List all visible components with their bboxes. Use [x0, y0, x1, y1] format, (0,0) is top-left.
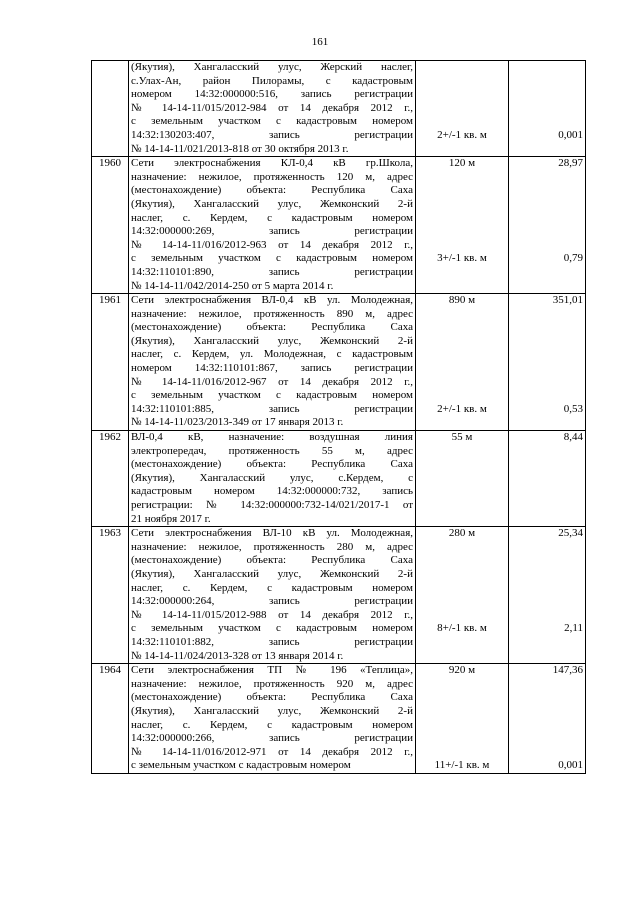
- description-line: с земельным участком с кадастровым номером: [131, 115, 413, 128]
- description-line: (Якутия), Хангаласский улус, Жемконский 2-й: [131, 197, 413, 210]
- quantity-line: [418, 705, 506, 719]
- quantity-line: [418, 389, 506, 403]
- description-line: назначение: нежилое, протяженность 280 м, адрес: [131, 540, 413, 553]
- value-line: [511, 691, 583, 705]
- quantity-line: [418, 650, 506, 664]
- quantity-line: [418, 719, 506, 733]
- description-line: № 14-14-11/023/2013-349 от 17 января 2013 г.: [131, 416, 344, 429]
- description-line: 14:32:000000:266, запись регистрации: [131, 732, 413, 745]
- value-line: [511, 719, 583, 733]
- description-line: электропередач, протяженность 55 м, адрес: [131, 444, 413, 457]
- value-line: [511, 389, 583, 403]
- value-line: [511, 595, 583, 609]
- description-line: Сети электроснабжения КЛ-0,4 кВ гр.Школа,: [131, 157, 413, 170]
- value-line: 0,79: [563, 252, 583, 265]
- description-line: (местонахождение) объекта: Республика Саха: [131, 458, 413, 471]
- description-line: 14:32:110101:882, запись регистрации: [131, 635, 413, 648]
- description-line: № 14-14-11/016/2012-963 от 14 декабря 2012 г.,: [131, 238, 413, 251]
- quantity-line: [418, 582, 506, 596]
- description-line: кадастровым номером 14:32:000000:732, запись: [131, 485, 413, 498]
- property-registry-table: [91, 60, 586, 774]
- value-line: 0,53: [563, 402, 583, 415]
- quantity-line: [418, 225, 506, 239]
- quantity-line: [418, 416, 506, 430]
- value-line: [511, 308, 583, 322]
- quantity-line: [418, 541, 506, 555]
- description-line: с земельным участком с кадастровым номером: [131, 252, 413, 265]
- description-line: Сети электроснабжения ТП № 196 «Теплица»,: [131, 664, 413, 677]
- value-cell: [509, 527, 586, 664]
- quantity-line: [418, 308, 506, 322]
- quantity-line: [418, 61, 506, 75]
- table-row: [92, 294, 586, 431]
- quantity-line: 2+/-1 кв. м: [437, 128, 487, 141]
- value-line: [511, 732, 583, 746]
- quantity-line: [418, 472, 506, 486]
- value-line: [511, 198, 583, 212]
- description-line: 14:32:130203:407, запись регистрации: [131, 128, 413, 141]
- description-line: наслег, с. Кердем, с кадастровым номером: [131, 581, 413, 594]
- quantity-line: [418, 568, 506, 582]
- quantity-line: [418, 746, 506, 760]
- quantity-line: [418, 732, 506, 746]
- value-line: [511, 582, 583, 596]
- quantity-line: 920 м: [448, 664, 476, 677]
- description-line: с земельным участком с кадастровым номером: [131, 622, 413, 635]
- description-line: № 14-14-11/016/2012-967 от 14 декабря 2012 г.,: [131, 375, 413, 388]
- quantity-line: [418, 239, 506, 253]
- value-line: [511, 568, 583, 582]
- value-line: [511, 636, 583, 650]
- object-description: [129, 664, 416, 774]
- quantity-cell: [416, 61, 509, 157]
- description-line: регистрации: № 14:32:000000:732-14/021/2017-1 от: [131, 499, 413, 511]
- quantity-cell: [416, 664, 509, 774]
- value-line: 28,97: [558, 157, 583, 170]
- description-line: № 14-14-11/021/2013-818 от 30 октября 2013 г.: [131, 142, 349, 155]
- description-line: с.Улах-Ан, район Пилорамы, с кадастровым: [131, 74, 413, 87]
- value-line: [511, 458, 583, 472]
- value-line: [511, 61, 583, 75]
- description-line: Сети электроснабжения ВЛ-10 кВ ул. Молодежная,: [131, 527, 413, 540]
- quantity-cell: [416, 431, 509, 527]
- quantity-line: [418, 595, 506, 609]
- quantity-line: 280 м: [448, 527, 476, 540]
- description-line: назначение: нежилое, протяженность 920 м, адрес: [131, 677, 413, 690]
- value-line: [511, 485, 583, 499]
- description-line: № 14-14-11/016/2012-971 от 14 декабря 2012 г.,: [131, 745, 413, 758]
- value-line: [511, 499, 583, 513]
- row-number: [92, 61, 129, 157]
- quantity-line: [418, 458, 506, 472]
- quantity-line: 8+/-1 кв. м: [437, 622, 487, 635]
- row-number: 1964: [92, 664, 129, 774]
- description-line: наслег, с. Кердем, с кадастровым номером: [131, 211, 413, 224]
- quantity-line: [418, 678, 506, 692]
- object-description: [129, 61, 416, 157]
- value-line: [511, 75, 583, 89]
- quantity-line: [418, 376, 506, 390]
- quantity-line: [418, 212, 506, 226]
- value-line: [511, 362, 583, 376]
- description-line: 14:32:110101:885, запись регистрации: [131, 402, 413, 415]
- quantity-line: [418, 321, 506, 335]
- value-line: [511, 348, 583, 362]
- value-line: [511, 184, 583, 198]
- quantity-cell: [416, 157, 509, 294]
- description-line: Сети электроснабжения ВЛ-0,4 кВ ул. Молодежная,: [131, 294, 413, 307]
- description-line: (местонахождение) объекта: Республика Саха: [131, 691, 413, 704]
- value-line: [511, 746, 583, 760]
- registry-body: [92, 61, 586, 774]
- value-line: [511, 472, 583, 486]
- quantity-line: [418, 691, 506, 705]
- quantity-line: [418, 184, 506, 198]
- description-line: (местонахождение) объекта: Республика Саха: [131, 554, 413, 567]
- description-line: (Якутия), Хангаласский улус, Жемконский 2-й: [131, 334, 413, 347]
- description-line: 14:32:110101:890, запись регистрации: [131, 265, 413, 278]
- value-line: [511, 416, 583, 430]
- quantity-line: 11+/-1 кв. м: [434, 759, 490, 772]
- value-line: [511, 266, 583, 280]
- description-line: с земельным участком с кадастровым номером: [131, 759, 351, 772]
- table-row: [92, 527, 586, 664]
- quantity-line: [418, 102, 506, 116]
- object-description: [129, 157, 416, 294]
- value-line: [511, 171, 583, 185]
- description-line: (Якутия), Хангаласский улус, Жерский наслег,: [131, 61, 413, 73]
- table-row: [92, 61, 586, 157]
- description-line: наслег, с. Кердем, ул. Молодежная, с кадастровым: [131, 348, 413, 361]
- value-line: [511, 335, 583, 349]
- quantity-line: 2+/-1 кв. м: [437, 402, 487, 415]
- quantity-line: [418, 513, 506, 527]
- value-line: 147,36: [552, 664, 583, 677]
- row-number: 1963: [92, 527, 129, 664]
- value-cell: [509, 294, 586, 431]
- value-line: 351,01: [552, 294, 583, 307]
- quantity-line: [418, 362, 506, 376]
- value-line: [511, 225, 583, 239]
- value-line: [511, 554, 583, 568]
- value-line: [511, 650, 583, 664]
- value-line: [511, 88, 583, 102]
- quantity-line: [418, 554, 506, 568]
- quantity-line: [418, 348, 506, 362]
- value-line: [511, 321, 583, 335]
- quantity-line: [418, 143, 506, 157]
- value-line: [511, 143, 583, 157]
- quantity-line: [418, 266, 506, 280]
- value-line: [511, 102, 583, 116]
- description-line: наслег, с. Кердем, с кадастровым номером: [131, 718, 413, 731]
- quantity-line: 120 м: [448, 157, 476, 170]
- quantity-line: [418, 280, 506, 294]
- description-line: 14:32:000000:269, запись регистрации: [131, 225, 413, 238]
- value-line: [511, 705, 583, 719]
- description-line: с земельным участком с кадастровым номером: [131, 389, 413, 402]
- value-line: [511, 115, 583, 129]
- object-description: [129, 294, 416, 431]
- description-line: (местонахождение) объекта: Республика Саха: [131, 184, 413, 197]
- description-line: назначение: нежилое, протяженность 120 м, адрес: [131, 170, 413, 183]
- quantity-line: [418, 485, 506, 499]
- value-line: [511, 280, 583, 294]
- quantity-line: [418, 88, 506, 102]
- value-line: [511, 678, 583, 692]
- quantity-line: [418, 335, 506, 349]
- description-line: (Якутия), Хангаласский улус, Жемконский 2-й: [131, 567, 413, 580]
- description-line: № 14-14-11/015/2012-984 от 14 декабря 2012 г.,: [131, 101, 413, 114]
- description-line: 21 ноября 2017 г.: [131, 512, 211, 525]
- value-cell: [509, 157, 586, 294]
- quantity-line: [418, 499, 506, 513]
- quantity-cell: [416, 527, 509, 664]
- value-line: [511, 541, 583, 555]
- value-line: 2,11: [564, 622, 583, 635]
- quantity-line: [418, 609, 506, 623]
- table-row: [92, 431, 586, 527]
- description-line: (местонахождение) объекта: Республика Саха: [131, 321, 413, 334]
- page-number: 161: [311, 36, 329, 48]
- quantity-line: [418, 75, 506, 89]
- quantity-line: [418, 445, 506, 459]
- table-row: [92, 664, 586, 774]
- description-line: 14:32:000000:264, запись регистрации: [131, 595, 413, 608]
- value-line: [511, 239, 583, 253]
- quantity-line: 55 м: [451, 431, 473, 444]
- value-line: [511, 376, 583, 390]
- description-line: (Якутия), Хангаласский улус, с.Кердем, с: [131, 471, 413, 484]
- value-cell: [509, 61, 586, 157]
- value-line: 0,001: [558, 128, 583, 141]
- value-line: 25,34: [558, 527, 583, 540]
- quantity-line: [418, 171, 506, 185]
- description-line: (Якутия), Хангаласский улус, Жемконский 2-й: [131, 704, 413, 717]
- quantity-line: [418, 115, 506, 129]
- value-line: [511, 212, 583, 226]
- quantity-line: 3+/-1 кв. м: [437, 252, 487, 265]
- row-number: 1962: [92, 431, 129, 527]
- description-line: номером 14:32:000000:516, запись регистрации: [131, 88, 413, 101]
- description-line: назначение: нежилое, протяженность 890 м, адрес: [131, 307, 413, 320]
- value-line: [511, 609, 583, 623]
- value-line: 8,44: [563, 431, 583, 444]
- description-line: № 14-14-11/042/2014-250 от 5 марта 2014 г.: [131, 279, 334, 292]
- row-number: 1960: [92, 157, 129, 294]
- value-line: [511, 513, 583, 527]
- value-line: 0,001: [558, 759, 583, 772]
- quantity-line: 890 м: [448, 294, 476, 307]
- value-line: [511, 445, 583, 459]
- quantity-line: [418, 198, 506, 212]
- quantity-cell: [416, 294, 509, 431]
- quantity-line: [418, 636, 506, 650]
- value-cell: [509, 664, 586, 774]
- description-line: ВЛ-0,4 кВ, назначение: воздушная линия: [131, 431, 413, 444]
- value-cell: [509, 431, 586, 527]
- description-line: номером 14:32:110101:867, запись регистрации: [131, 362, 413, 375]
- object-description: [129, 527, 416, 664]
- object-description: [129, 431, 416, 527]
- row-number: 1961: [92, 294, 129, 431]
- table-row: [92, 157, 586, 294]
- description-line: № 14-14-11/015/2012-988 от 14 декабря 2012 г.,: [131, 608, 413, 621]
- description-line: № 14-14-11/024/2013-328 от 13 января 2014 г.: [131, 649, 344, 662]
